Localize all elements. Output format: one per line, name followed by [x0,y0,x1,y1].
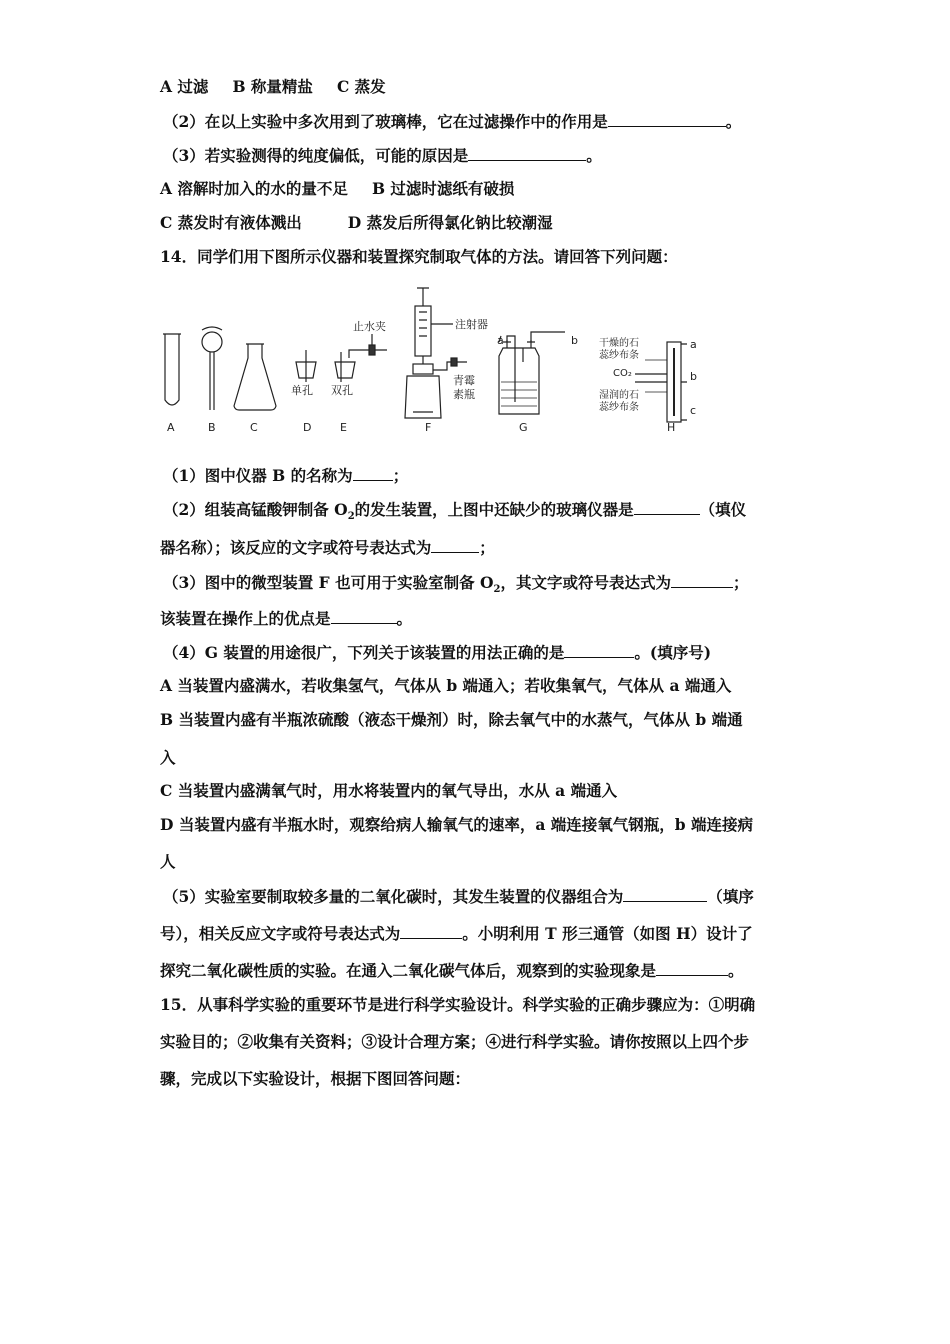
label-e: E [340,421,347,434]
q13-choices-row2 [160,212,800,234]
dry-strip-label-2: 蕊纱布条 [599,350,639,361]
thistle-funnel-b [202,327,222,410]
q14-part3-line2-end: 。 [396,609,413,628]
q14-part1-text: （1）图中仪器 B 的名称为 [163,466,353,485]
single-hole-label: 单孔 [291,384,313,397]
h-port-c-label: c [690,404,697,417]
q13-part3-text: （3）若实验测得的纯度偏低，可能的原因是 [163,146,469,165]
q15-line2: 实验目的；②收集有关资料；③设计合理方案；④进行科学实验。请你按照以上四个步 [160,1032,750,1051]
q14-part2-line2-end: ； [479,538,495,557]
q14-option-c: C 当装置内盛满氧气时，用水将装置内的氧气导出，水从 a 端通入 [160,781,618,800]
label-a: A [167,421,175,434]
answer-blank[interactable] [608,110,726,127]
q14-part3-line1 [163,571,803,601]
q13-part2 [163,110,803,133]
label-d: D [303,421,312,434]
test-tube-a [163,334,181,405]
double-hole-stopper-e [335,334,387,382]
q15-line1: 15．从事科学实验的重要环节是进行科学实验设计。科学实验的正确步骤应为：①明确 [160,995,756,1014]
q14-part5-line3-end: 。 [728,961,744,980]
q14-stem: 14．同学们用下图所示仪器和装置探究制取气体的方法。请回答下列问题： [160,247,678,266]
q14-part5-line2-end: 。小明利用 T 形三通管（如图 H）设计了 [462,924,753,943]
label-f: F [425,421,432,434]
q13-choice-c: C 蒸发时有液体溅出 [160,213,302,232]
q14-part5-text: （5）实验室要制取较多量的二氧化碳时，其发生装置的仪器组合为 [163,887,624,906]
q14-option-b: B 当装置内盛有半瓶浓硫酸（液态干燥剂）时，除去氧气中的水蒸气，气体从 b 端通 [160,710,743,729]
q13-part2-text: （2）在以上实验中多次用到了玻璃棒，它在过滤操作中的作用是 [163,112,608,131]
q13-options-row [160,76,800,98]
port-b-label: b [571,334,578,347]
q14-part5-line2 [160,922,800,945]
clamp-label: 止水夹 [353,320,386,333]
dry-strip-label-1: 干燥的石 [599,338,639,349]
q14-part2-end: （填仪 [699,500,747,519]
answer-blank[interactable] [564,641,634,658]
q14-part4-end: 。(填序号) [634,643,712,662]
single-hole-stopper-d [296,350,316,382]
q13-choice-d: D 蒸发后所得氯化钠比较潮湿 [347,213,553,232]
o2-subscript: 2 [493,584,501,596]
q14-part3-end: ； [732,573,749,592]
q13-choice-a: A 溶解时加入的水的量不足 [160,179,348,198]
q14-part3-line2-text: 该装置在操作上的优点是 [160,609,331,628]
q14-option-d: D 当装置内盛有半瓶水时，观察给病人输氧气的速率，a 端连接氧气钢瓶，b 端连接病 [160,815,754,834]
label-c: C [250,421,258,434]
answer-blank[interactable] [671,571,733,588]
q14-part5-line1 [163,885,803,908]
gas-bottle-g [499,332,565,414]
q14-part1-end: ； [392,466,409,485]
wet-strip-label-2: 蕊纱布条 [599,402,639,413]
q13-choice-b: B 过滤时滤纸有破损 [371,179,515,198]
q14-part2-line2-text: 器名称）；该反应的文字或符号表达式为 [160,538,432,557]
double-hole-label: 双孔 [331,384,353,397]
label-b: B [208,421,216,434]
q14-part2-line1 [163,498,803,528]
q14-part3-line2 [160,607,800,630]
apparatus-figure [155,282,715,434]
q13-option-a: A 过滤 [160,77,209,96]
label-h: H [667,421,676,434]
answer-blank[interactable] [623,885,707,902]
q14-part5-end: （填序 [707,887,754,906]
q14-part2-mid: 的发生装置，上图中还缺少的玻璃仪器是 [354,500,634,519]
answer-blank[interactable] [634,498,700,515]
vial-label-2: 素瓶 [453,388,475,401]
answer-blank[interactable] [656,959,728,976]
answer-blank[interactable] [353,464,393,481]
q13-part3 [163,144,803,167]
wet-strip-label-1: 湿润的石 [599,390,639,401]
vial-label-1: 青霉 [453,374,475,387]
answer-blank[interactable] [400,922,462,939]
q14-option-d-cont: 人 [160,852,176,871]
q14-part4-text: （4）G 装置的用途很广，下列关于该装置的用法正确的是 [163,643,565,662]
q13-part2-end: 。 [725,112,742,131]
q14-part2-line2 [160,536,800,559]
q14-part3-mid: ，其文字或符号表达式为 [500,573,671,592]
q14-part5-line3 [160,959,800,982]
conical-flask-c [234,344,276,410]
answer-blank[interactable] [331,607,397,624]
q14-part2-text: （2）组装高锰酸钾制备 O [163,500,348,519]
q14-part5-line2-text: 号），相关反应文字或符号表达式为 [160,924,401,943]
q13-part3-end: 。 [586,146,602,165]
syringe-label: 注射器 [455,318,488,331]
q14-part3-text: （3）图中的微型装置 F 也可用于实验室制备 O [163,573,494,592]
label-g: G [519,421,528,434]
t-tube-h [635,342,687,422]
q14-option-a: A 当装置内盛满水，若收集氢气，气体从 b 端通入；若收集氧气，气体从 a 端通入 [160,676,732,695]
h-port-b-label: b [690,370,697,383]
answer-blank[interactable] [468,144,586,161]
port-a-label: a [497,334,504,347]
q14-part1 [163,464,803,487]
q15-line3: 骤，完成以下实验设计，根据下图回答问题： [160,1069,471,1088]
q14-option-b-cont: 入 [160,748,176,767]
q13-option-b: B 称量精盐 [232,77,313,96]
q13-choices-row1 [160,178,800,200]
answer-blank[interactable] [431,536,479,553]
co2-label: CO₂ [613,368,632,379]
h-port-a-label: a [690,338,697,351]
q13-option-c: C 蒸发 [336,77,386,96]
q14-part5-line3-text: 探究二氧化碳性质的实验。在通入二氧化碳气体后，观察到的实验现象是 [160,961,657,980]
o2-subscript: 2 [347,511,355,523]
q14-part4 [163,641,803,664]
